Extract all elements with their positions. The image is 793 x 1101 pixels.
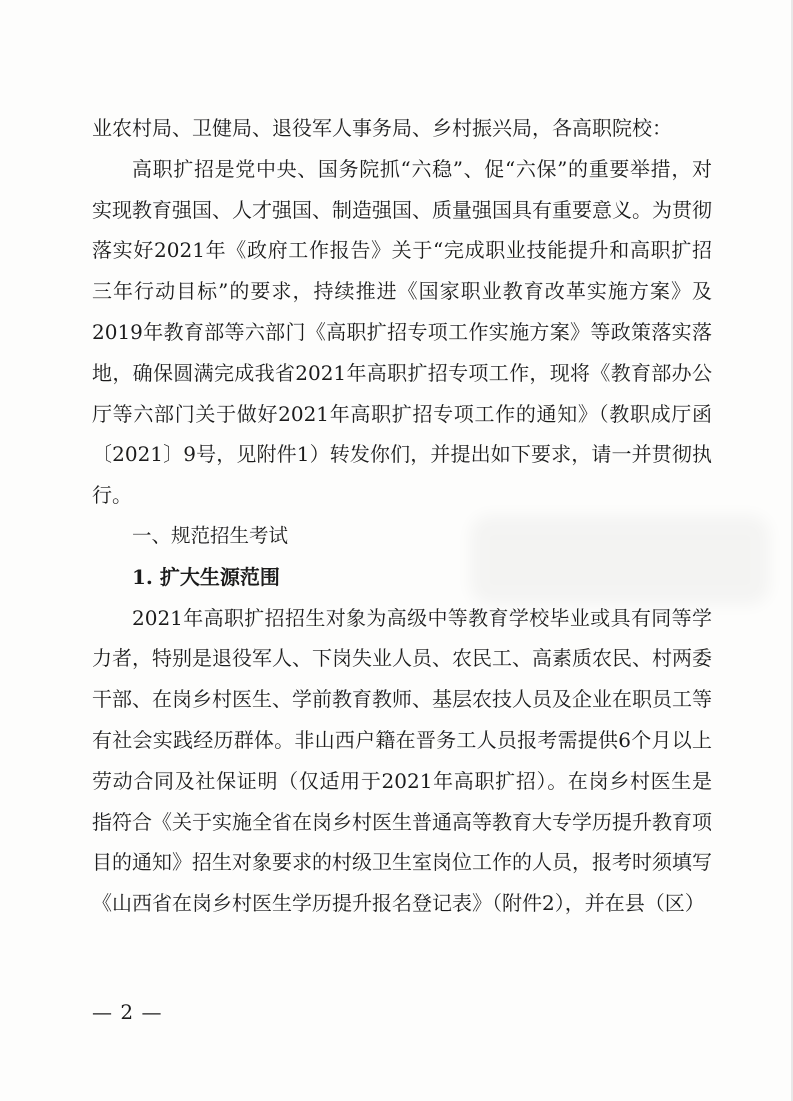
paragraph-intro: 高职扩招是党中央、国务院抓“六稳”、促“六保”的重要举措，对实现教育强国、人才强国、制造强国、质量强国具有重要意义。为贯彻落实好2021年《政府工作报告》关于“完成职业技能提升和高职扩招三年行动目标”的要求，持续推进《国家职业教育改革实施方案》及2019年教育部等六部门《高职扩招专项工作实施方案》等政策落实落地，确保圆满完成我省2021年高职扩招专项工作，现将《教育部办公厅等六部门关于做好2021年高职扩招专项工作的通知》（教职成厅函〔2021〕9号，见附件1）转发你们，并提出如下要求，请一并贯彻执行。 <box>92 156 712 508</box>
section-heading: 一、规范招生考试 <box>132 523 289 547</box>
paragraph-recipients: 业农村局、卫健局、退役军人事务局、乡村振兴局，各高职院校： <box>92 116 672 140</box>
page-number: — 2 — <box>92 1000 163 1024</box>
document-body <box>92 108 712 924</box>
subsection-heading: 1. 扩大生源范围 <box>132 564 280 589</box>
paragraph-enrollment-scope: 2021年高职扩招招生对象为高级中等教育学校毕业或具有同等学力者，特别是退役军人、下岗失业人员、农民工、高素质农民、村两委干部、在岗乡村医生、学前教育教师、基层农技人员及企业在职员工等有社会实践经历群体。非山西户籍在晋务工人员报考需提供6个月以上劳动合同及社保证明（仅适用于2021年高职扩招）。在岗乡村医生是指符合《关于实施全省在岗乡村医生普通高等教育大专学历提升教育项目的通知》招生对象要求的村级卫生室岗位工作的人员，报考时须填写《山西省在岗乡村医生学历提升报名登记表》（附件2），并在县（区） <box>92 605 712 916</box>
